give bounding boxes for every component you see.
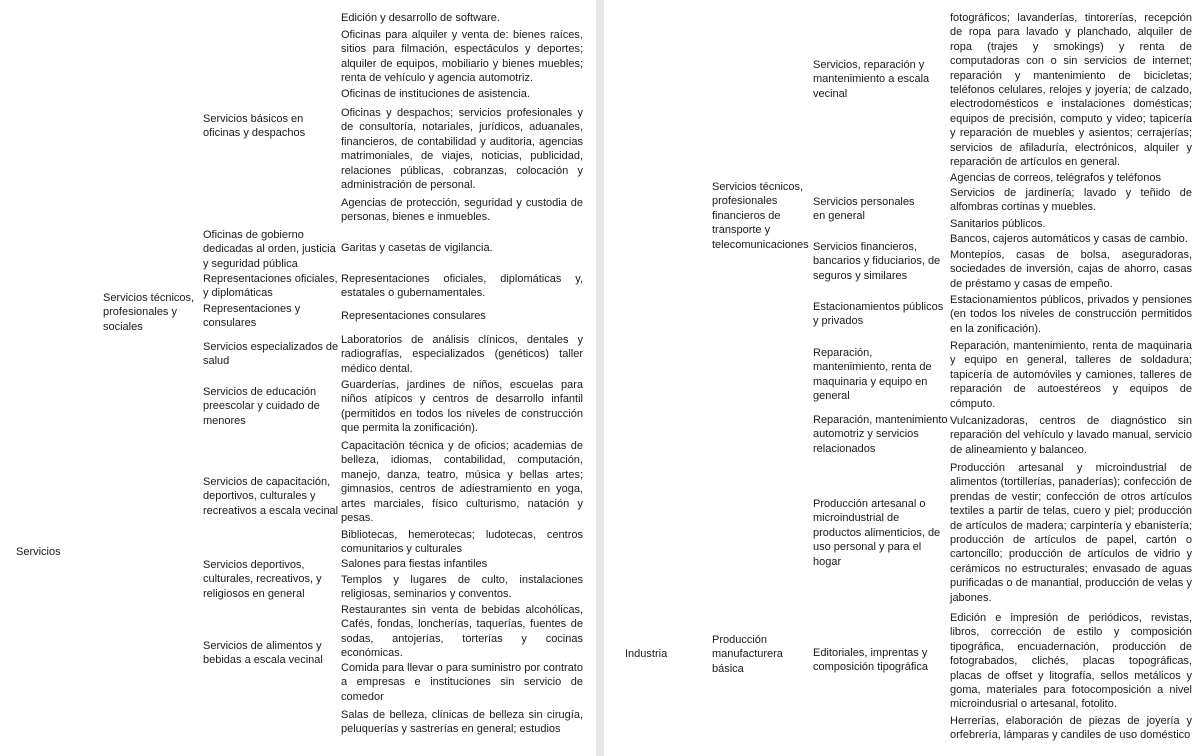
desc-capacitacion-tecnica: Capacitación técnica y de oficios; academias de belleza, idiomas, contabilidad, computación, manejo, danza, teatro, música y bellas artes; gimnasios, centros de adiestramiento en yoga, artes marciales, físico culturismo, natación y pesas. [341, 440, 583, 525]
desc-bancos: Bancos, cajeros automáticos y casas de cambio. [950, 233, 1188, 245]
desc-produccion-artesanal: Producción artesanal y microindustrial de alimentos (tortillerías, panaderías); confección de prendas de vestir; confección de otros artículos textiles a partir de telas, cuero y piel; producción de artículos de madera; carpintería y ebanistería; producción de artículos de papel, cartón o cartoncillo; producción de artículos de vidrio y cerámicos no estructurales; envasado de aguas purificadas o de manantial, producción de velas y jabones. [950, 462, 1192, 604]
desc-herrerias: Herrerías, elaboración de piezas de joyería y orfebrería, lámparas y candiles de uso doméstico [950, 715, 1192, 742]
sub-editoriales: Editoriales, imprentas y composición tipográfica [813, 647, 928, 674]
desc-estacionamientos: Estacionamientos públicos, privados y pensiones (en todos los niveles de construcción permitidos en la zonificación). [950, 294, 1192, 335]
sub-servicios-salud: Servicios especializados de salud [203, 341, 339, 368]
desc-restaurantes: Restaurantes sin venta de bebidas alcohólicas, Cafés, fondas, loncherías, taquerías, fuentes de sodas, antojerías, torterías y cocinas económicas. [341, 604, 583, 660]
sub-educacion-preescolar: Servicios de educación preescolar y cuidado de menores [203, 386, 320, 427]
group-servicios-tecnicos-sociales: Servicios técnicos, profesionales y sociales [103, 292, 195, 333]
sub-alimentos-bebidas: Servicios de alimentos y bebidas a escala vecinal [203, 640, 323, 667]
desc-agencias-correos: Agencias de correos, telégrafos y teléfonos [950, 172, 1161, 184]
desc-representaciones-oficiales: Representaciones oficiales, diplomáticas y, estatales o gubernamentales. [341, 273, 583, 300]
desc-fotograficos-lavanderias: fotográficos; lavanderías, tintorerías, recepción de ropa para lavado y planchado, alquiler de ropa (trajes y smokings) y renta de computadoras con o sin servicios de internet; reparación y mantenimiento de bicicletas; teléfonos celulares, relojes y joyería; de calzado, electrodomésticos e instalaciones domésticas; equipos de precisión, computo y video; tapicería y reparación de muebles y asientos; cerrajerías; servicios de afiladuría, electrónicos, alquiler y reparación de artículos en general. [950, 12, 1192, 169]
sub-estacionamientos: Estacionamientos públicos y privados [813, 301, 944, 328]
sub-servicios-financieros: Servicios financieros, bancarios y fiduciarios, de seguros y similares [813, 241, 941, 282]
sub-representaciones-consulares: Representaciones y consulares [203, 303, 301, 330]
sub-produccion-artesanal: Producción artesanal o microindustrial de productos alimenticios, de uso personal y para el hogar [813, 498, 941, 568]
desc-salas-belleza: Salas de belleza, clínicas de belleza sin cirugía, peluquerías y sastrerías en general; estudios [341, 709, 583, 736]
desc-guarderias: Guarderías, jardines de niños, escuelas para niños atípicos y centros de desarrollo infantil (permitidos en todos los niveles de construcción que permita la zonificación). [341, 379, 583, 435]
category-servicios: Servicios [16, 546, 61, 558]
desc-comida-llevar: Comida para llevar o para suministro por contrato a empresas e instituciones sin servicio de comedor [341, 662, 583, 703]
desc-reparacion-maquinaria: Reparación, mantenimiento, renta de maquinaria y equipo en general, talleres de soldadura; tapicería de automóviles y camiones, talleres de reparación de autoestéreos y equipos de cómputo. [950, 340, 1192, 410]
category-industria: Industria [625, 648, 668, 660]
desc-representaciones-consulares: Representaciones consulares [341, 310, 486, 322]
desc-oficinas-despachos: Oficinas y despachos; servicios profesionales y de consultoría, notariales, jurídicos, aduanales, financieros, de contabilidad y auditoria, agencias matrimoniales, de viajes, noticias, publicidad, relaciones públicas, cobranzas, colocación y administración de personal. [341, 107, 583, 192]
desc-agencias-proteccion: Agencias de protección, seguridad y custodia de personas, bienes e inmuebles. [341, 197, 583, 224]
desc-laboratorios: Laboratorios de análisis clínicos, dentales y radiografías, especializados (genéticos) taller médico dental. [341, 334, 583, 375]
sub-reparacion-automotriz: Reparación, mantenimiento automotriz y servicios relacionados [813, 414, 948, 455]
desc-montepios: Montepíos, casas de bolsa, aseguradoras, sociedades de inversión, cajas de ahorro, casas de préstamo y casas de empeño. [950, 249, 1192, 290]
sub-representaciones-oficiales: Representaciones oficiales, y diplomáticas [203, 273, 338, 300]
desc-edicion-impresion: Edición e impresión de periódicos, revistas, libros, corrección de estilo y composición tipográfica, encuadernación, producción de fotograbados, clichés, placas topográficas, placas de offset y litografía, sellos metálicos y goma, materiales para fotocomposición a nivel microindusrial o artesanal, fotolito. [950, 612, 1192, 711]
desc-instituciones-asistencia: Oficinas de instituciones de asistencia. [341, 88, 530, 100]
sub-reparacion-maquinaria: Reparación, mantenimiento, renta de maquinaria y equipo en general [813, 347, 932, 403]
sub-servicios-basicos: Servicios básicos en oficinas y despachos [203, 113, 306, 140]
page-gutter [596, 0, 604, 756]
right-page [604, 0, 1200, 756]
sub-capacitacion: Servicios de capacitación, deportivos, culturales y recreativos a escala vecinal [203, 476, 339, 517]
desc-jardineria: Servicios de jardinería; lavado y teñido de alfombras cortinas y muebles. [950, 187, 1192, 214]
desc-bibliotecas: Bibliotecas, hemerotecas; ludotecas, centros comunitarios y culturales [341, 529, 583, 556]
sub-oficinas-gobierno: Oficinas de gobierno dedicadas al orden, justicia y seguridad pública [203, 229, 336, 270]
group-servicios-financieros-transporte: Servicios técnicos, profesionales financieros de transporte y telecomunicaciones [712, 181, 809, 251]
desc-garitas: Garitas y casetas de vigilancia. [341, 242, 493, 254]
desc-software: Edición y desarrollo de software. [341, 12, 500, 24]
desc-salones-fiestas: Salones para fiestas infantiles [341, 558, 488, 570]
left-page [0, 0, 596, 756]
desc-templos: Templos y lugares de culto, instalaciones religiosas, seminarios y conventos. [341, 574, 583, 601]
desc-oficinas-alquiler: Oficinas para alquiler y venta de: bienes raíces, sitios para filmación, espectáculos y deportes; alquiler de equipos, mobiliario y bienes muebles; renta de vehículo y agencia automotriz. [341, 29, 583, 85]
desc-sanitarios: Sanitarios públicos. [950, 218, 1046, 230]
sub-servicios-personales: Servicios personales en general [813, 196, 915, 223]
desc-vulcanizadoras: Vulcanizadoras, centros de diagnóstico sin reparación del vehículo y lavado manual, servicio de alineamiento y balanceo. [950, 415, 1192, 456]
group-produccion-manufacturera: Producción manufacturera básica [712, 634, 783, 675]
sub-reparacion-vecinal: Servicios, reparación y mantenimiento a escala vecinal [813, 59, 930, 100]
sub-deportivos-religiosos: Servicios deportivos, culturales, recreativos, y religiosos en general [203, 559, 322, 600]
